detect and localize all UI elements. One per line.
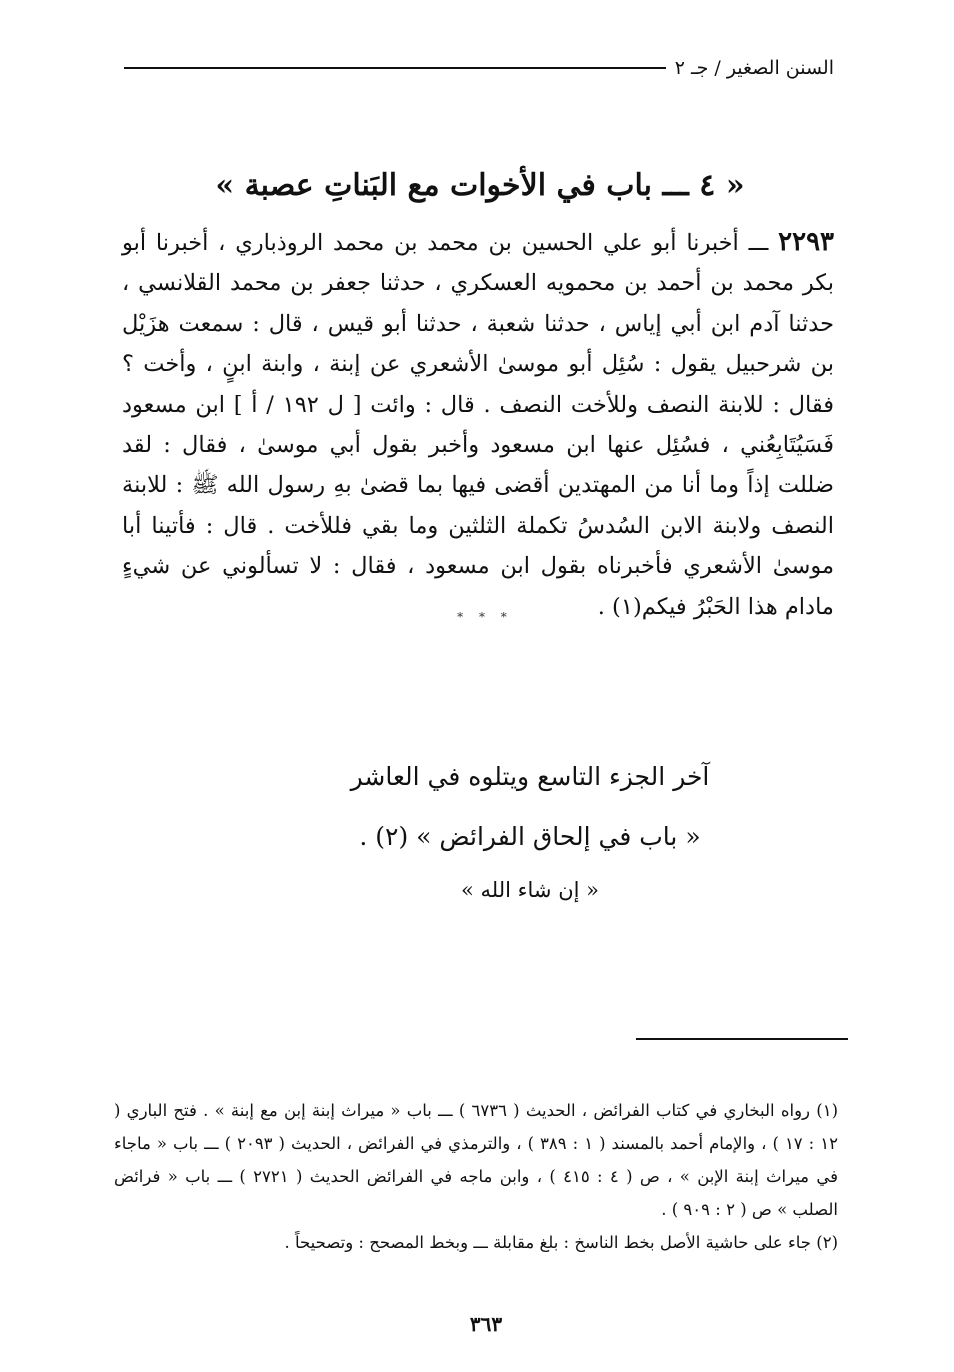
hadith-number: ٢٢٩٣ bbox=[778, 227, 834, 257]
page-number: ٣٦٣ bbox=[469, 1312, 503, 1336]
section-ornament: * * * bbox=[457, 610, 513, 624]
footnote-1: (١) رواه البخاري في كتاب الفرائض ، الحديث ( ٦٧٣٦ ) ـــ باب « ميراث إبنة إبن مع إبنة » . فتح الباري ( ١٢ : ١٧ ) ، والإمام أحمد بالمسند ( ١ : ٣٨٩ ) ، والترمذي في الفرائض ، الحديث ( ٢٠٩٣ ) ـــ باب « ماجاء في ميراث إبنة الإبن » ، ص ( ٤ : ٤١٥ ) ، وابن ماجه في الفرائض الحديث ( ٢٧٢١ ) ـــ باب « فرائض الصلب » ص ( ٢ : ٩٠٩ ) . bbox=[114, 1101, 838, 1219]
footnote-rule bbox=[636, 1038, 848, 1040]
chapter-title: « ٤ ـــ باب في الأخوات مع البَناتِ عصبة » bbox=[215, 168, 745, 203]
footnotes bbox=[114, 1094, 838, 1259]
page-header bbox=[124, 52, 834, 84]
hadith-text: ـــ أخبرنا أبو علي الحسين بن محمد بن محمد الروذباري ، أخبرنا أبو بكر محمد بن أحمد بن محمويه العسكري ، حدثنا جعفر بن محمد القلانسي ، حدثنا آدم ابن أبي إياس ، حدثنا شعبة ، حدثنا أبو قيس ، قال : سمعت هزَيْل بن شرحبيل يقول : سُئِل أبو موسىٰ الأشعري عن إبنة ، وابنة ابنٍ ، وأخت ؟ فقال : للابنة النصف وللأخت النصف . قال : وائت [ ل ١٩٢ / أ ] ابن مسعود فَسَيُتَابِعُني ، فسُئِل عنها ابن مسعود وأخبر بقول أبي موسىٰ ، فقال : لقد ضللت إذاً وما أنا من المهتدين أقضى فيها بما قضىٰ بهِ رسول الله ﷺ : للابنة النصف ولابنة الابن السُدسُ تكملة الثلثين وما بقي فللأخت . قال : فأتينا أبا موسىٰ الأشعري فأخبرناه بقول ابن مسعود ، فقال : لا تسألوني عن شيءٍ مادام هذا الحَبْرُ فيكم(١) . bbox=[122, 230, 834, 620]
hadith-paragraph bbox=[122, 222, 834, 627]
header-rule bbox=[124, 67, 666, 69]
colophon-line-3: « إن شاء الله » bbox=[461, 878, 599, 902]
colophon-line-2: « باب في إلحاق الفرائض » (٢) . bbox=[359, 822, 701, 851]
running-title: السنن الصغير / جـ ٢ bbox=[674, 57, 834, 79]
colophon-line-1: آخر الجزء التاسع ويتلوه في العاشر bbox=[350, 762, 710, 791]
footnote-2: (٢) جاء على حاشية الأصل بخط الناسخ : بلغ مقابلة ـــ وبخط المصحح : وتصحيحاً . bbox=[284, 1233, 838, 1252]
